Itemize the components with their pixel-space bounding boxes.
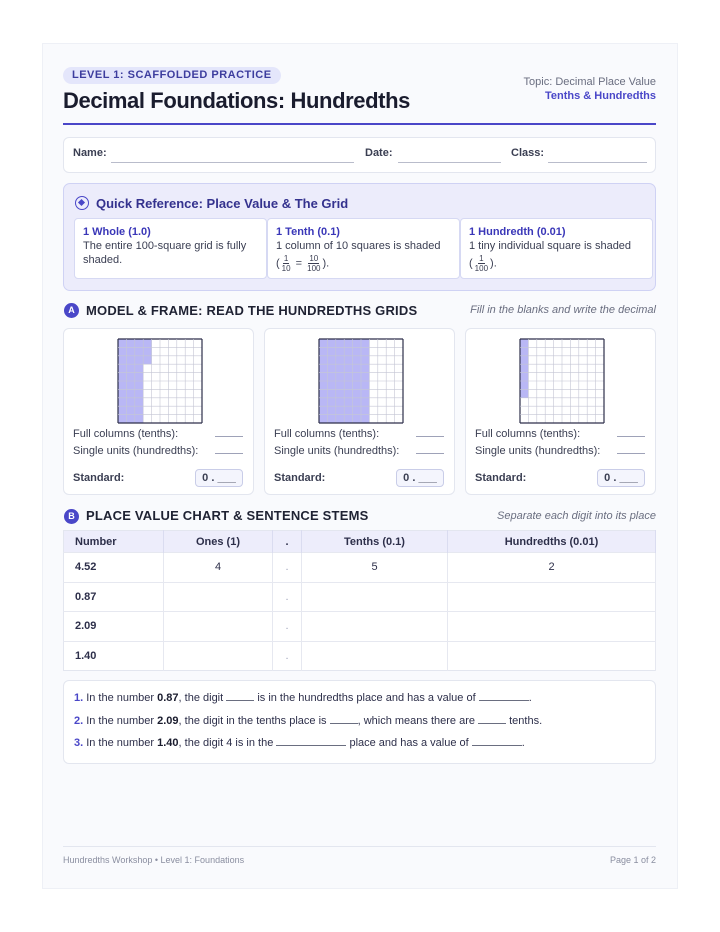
- shaded-square: [327, 415, 335, 423]
- reference-card-heading: 1 Tenth (0.1): [276, 226, 340, 238]
- hundredths-grid: [519, 338, 605, 424]
- page-number: Page 1 of 2: [609, 855, 656, 865]
- shaded-square: [344, 406, 352, 414]
- shaded-square: [336, 347, 344, 355]
- shaded-square: [143, 356, 151, 364]
- fraction: $\frac{10}{100}$: [307, 254, 321, 273]
- shaded-square: [520, 356, 528, 364]
- table-cell: .: [273, 582, 302, 612]
- date-field[interactable]: [398, 162, 501, 163]
- shaded-square: [118, 347, 126, 355]
- student-info-box: [63, 137, 656, 173]
- hundredths-grid: [318, 338, 404, 424]
- shaded-square: [344, 364, 352, 372]
- answer-blank[interactable]: [479, 692, 529, 701]
- shaded-square: [353, 406, 361, 414]
- reference-card-heading: 1 Hundredth (0.01): [469, 226, 566, 238]
- shaded-square: [143, 339, 151, 347]
- shaded-square: [336, 356, 344, 364]
- shaded-square: [118, 381, 126, 389]
- class-label: Class:: [511, 147, 545, 159]
- shaded-square: [361, 398, 369, 406]
- shaded-square: [327, 381, 335, 389]
- shaded-square: [135, 389, 143, 397]
- standard-answer-box[interactable]: 0 . ___: [195, 469, 243, 487]
- shaded-square: [319, 406, 327, 414]
- reference-card-tenth: [267, 218, 460, 279]
- shaded-square: [353, 356, 361, 364]
- shaded-square: [520, 347, 528, 355]
- section-b-instructions: Separate each digit into its place: [497, 510, 656, 522]
- shaded-square: [344, 381, 352, 389]
- shaded-square: [336, 415, 344, 423]
- sentence-stem-2: 2. In the number 2.09, the digit in the tenths place is , which means there are tenths.: [74, 715, 543, 727]
- grid-card: [264, 328, 455, 495]
- table-cell: .: [273, 553, 302, 583]
- name-label: Name:: [73, 147, 107, 159]
- table-cell: .: [273, 641, 302, 671]
- shaded-square: [126, 389, 134, 397]
- shaded-square: [361, 347, 369, 355]
- section-b-title: PLACE VALUE CHART & SENTENCE STEMS: [86, 508, 369, 523]
- shaded-square: [135, 373, 143, 381]
- shaded-square: [344, 398, 352, 406]
- shaded-square: [327, 389, 335, 397]
- shaded-square: [118, 356, 126, 364]
- shaded-square: [319, 347, 327, 355]
- table-header-row: [64, 531, 656, 553]
- shaded-square: [135, 356, 143, 364]
- place-value-chart: [63, 530, 656, 671]
- full-columns-label: Full columns (tenths):: [475, 428, 581, 440]
- header-divider: [63, 123, 656, 125]
- name-field[interactable]: [111, 162, 354, 163]
- table-cell: 2.09: [64, 612, 164, 642]
- answer-blank[interactable]: [472, 737, 522, 746]
- shaded-square: [344, 389, 352, 397]
- shaded-square: [353, 373, 361, 381]
- standard-label: Standard:: [73, 472, 125, 484]
- topic-label: Topic: Decimal Place Value: [523, 76, 656, 88]
- shaded-square: [336, 398, 344, 406]
- shaded-square: [327, 364, 335, 372]
- hundredths-grid: [117, 338, 203, 424]
- shaded-square: [353, 364, 361, 372]
- single-units-label: Single units (hundredths):: [274, 445, 400, 457]
- shaded-square: [126, 347, 134, 355]
- shaded-square: [319, 364, 327, 372]
- shaded-square: [520, 373, 528, 381]
- shaded-square: [126, 398, 134, 406]
- shaded-square: [135, 398, 143, 406]
- shaded-square: [135, 347, 143, 355]
- shaded-square: [118, 339, 126, 347]
- grid-card: [63, 328, 254, 495]
- shaded-square: [361, 406, 369, 414]
- shaded-square: [327, 339, 335, 347]
- shaded-square: [336, 364, 344, 372]
- shaded-square: [344, 339, 352, 347]
- class-field[interactable]: [548, 162, 647, 163]
- shaded-square: [361, 373, 369, 381]
- column-header: .: [273, 531, 302, 553]
- table-cell[interactable]: [164, 612, 273, 642]
- full-columns-blank[interactable]: [215, 436, 243, 437]
- column-header: Number: [64, 531, 164, 553]
- shaded-square: [327, 406, 335, 414]
- reference-card-hundredth: [460, 218, 653, 279]
- full-columns-label: Full columns (tenths):: [73, 428, 179, 440]
- shaded-square: [336, 389, 344, 397]
- table-cell[interactable]: [302, 612, 448, 642]
- sentence-stem-3: 3. In the number 1.40, the digit 4 is in the place and has a value of .: [74, 737, 525, 749]
- shaded-square: [361, 339, 369, 347]
- shaded-square: [336, 373, 344, 381]
- shaded-square: [126, 339, 134, 347]
- table-cell: .: [273, 612, 302, 642]
- shaded-square: [336, 339, 344, 347]
- reference-card-text: 1 column of 10 squares is shaded: [276, 240, 441, 252]
- sentence-stem-1: 1. In the number 0.87, the digit is in the hundredths place and has a value of .: [74, 692, 532, 704]
- fraction: $\frac{1}{10}$: [281, 254, 291, 273]
- shaded-square: [118, 415, 126, 423]
- shaded-square: [353, 415, 361, 423]
- table-cell: 0.87: [64, 582, 164, 612]
- shaded-square: [327, 373, 335, 381]
- shaded-square: [520, 364, 528, 372]
- shaded-square: [361, 364, 369, 372]
- shaded-square: [143, 347, 151, 355]
- single-units-blank[interactable]: [617, 453, 645, 454]
- shaded-square: [135, 415, 143, 423]
- table-cell[interactable]: [302, 582, 448, 612]
- shaded-square: [118, 373, 126, 381]
- table-cell[interactable]: [164, 582, 273, 612]
- section-b-badge: B: [64, 509, 79, 524]
- single-units-label: Single units (hundredths):: [475, 445, 601, 457]
- reference-card-heading: 1 Whole (1.0): [83, 226, 151, 238]
- shaded-square: [336, 381, 344, 389]
- table-row: [64, 553, 656, 583]
- section-a-badge: A: [64, 303, 79, 318]
- single-units-blank[interactable]: [215, 453, 243, 454]
- shaded-square: [135, 381, 143, 389]
- shaded-square: [118, 406, 126, 414]
- shaded-square: [327, 356, 335, 364]
- single-units-label: Single units (hundredths):: [73, 445, 199, 457]
- shaded-square: [319, 339, 327, 347]
- table-row: [64, 582, 656, 612]
- shaded-square: [353, 389, 361, 397]
- answer-blank[interactable]: [478, 715, 506, 724]
- table-cell: 5: [302, 553, 448, 583]
- quick-reference-title: Quick Reference: Place Value & The Grid: [96, 196, 349, 211]
- standard-label: Standard:: [475, 472, 527, 484]
- table-row: [64, 641, 656, 671]
- shaded-square: [118, 398, 126, 406]
- shaded-square: [135, 339, 143, 347]
- shaded-square: [361, 389, 369, 397]
- shaded-square: [135, 406, 143, 414]
- shaded-square: [126, 373, 134, 381]
- answer-blank[interactable]: [330, 715, 358, 724]
- shaded-square: [353, 347, 361, 355]
- footer-left: Hundredths Workshop • Level 1: Foundations: [63, 855, 245, 865]
- page-title: Decimal Foundations: Hundredths: [63, 88, 410, 113]
- shaded-square: [327, 347, 335, 355]
- table-row: [64, 612, 656, 642]
- shaded-square: [126, 406, 134, 414]
- column-header: Tenths (0.1): [302, 531, 448, 553]
- table-cell: 4: [164, 553, 273, 583]
- shaded-square: [344, 415, 352, 423]
- shaded-square: [319, 381, 327, 389]
- tenth-fraction-equation: ( $\frac{1}{10}$ = $\frac{10}{100}$ ).: [276, 254, 330, 273]
- column-header: Ones (1): [164, 531, 273, 553]
- shaded-square: [353, 381, 361, 389]
- standard-answer-box[interactable]: 0 . ___: [396, 469, 444, 487]
- full-columns-label: Full columns (tenths):: [274, 428, 380, 440]
- shaded-square: [319, 356, 327, 364]
- shaded-square: [118, 389, 126, 397]
- table-cell[interactable]: [448, 641, 656, 671]
- section-a-title: MODEL & FRAME: READ THE HUNDREDTHS GRIDS: [86, 303, 418, 318]
- column-header: Hundredths (0.01): [448, 531, 656, 553]
- topic-subtitle: Tenths & Hundredths: [544, 90, 656, 102]
- shaded-square: [361, 381, 369, 389]
- answer-blank[interactable]: [276, 737, 346, 746]
- reference-card-text: 1 tiny individual square is shaded: [469, 240, 632, 252]
- shaded-square: [336, 406, 344, 414]
- table-cell: 2: [448, 553, 656, 583]
- shaded-square: [353, 398, 361, 406]
- hundredth-fraction: ( $\frac{1}{100}$ ).: [469, 254, 497, 273]
- full-columns-blank[interactable]: [416, 436, 444, 437]
- table-cell[interactable]: [302, 641, 448, 671]
- table-cell: 1.40: [64, 641, 164, 671]
- shaded-square: [126, 415, 134, 423]
- level-badge: LEVEL 1: SCAFFOLDED PRACTICE: [63, 67, 281, 84]
- table-cell[interactable]: [448, 582, 656, 612]
- table-cell[interactable]: [448, 612, 656, 642]
- shaded-square: [361, 356, 369, 364]
- shaded-square: [344, 373, 352, 381]
- section-a-instructions: Fill in the blanks and write the decimal: [470, 304, 656, 316]
- answer-blank[interactable]: [226, 692, 254, 701]
- shaded-square: [361, 415, 369, 423]
- reference-card-text: The entire 100-square grid is fully shaded.: [83, 240, 247, 266]
- shaded-square: [126, 364, 134, 372]
- shaded-square: [135, 364, 143, 372]
- shaded-square: [126, 356, 134, 364]
- standard-answer-box[interactable]: 0 . ___: [597, 469, 645, 487]
- shaded-square: [520, 381, 528, 389]
- shaded-square: [118, 364, 126, 372]
- compass-icon: [75, 196, 89, 210]
- shaded-square: [344, 356, 352, 364]
- fraction: $\frac{1}{100}$: [474, 254, 489, 273]
- full-columns-blank[interactable]: [617, 436, 645, 437]
- shaded-square: [319, 389, 327, 397]
- footer-divider: [63, 846, 656, 847]
- grid-card: [465, 328, 656, 495]
- date-label: Date:: [365, 147, 393, 159]
- shaded-square: [344, 347, 352, 355]
- shaded-square: [319, 415, 327, 423]
- shaded-square: [126, 381, 134, 389]
- table-cell: 4.52: [64, 553, 164, 583]
- shaded-square: [319, 398, 327, 406]
- shaded-square: [353, 339, 361, 347]
- standard-label: Standard:: [274, 472, 326, 484]
- shaded-square: [520, 339, 528, 347]
- reference-card-whole: [74, 218, 267, 279]
- single-units-blank[interactable]: [416, 453, 444, 454]
- shaded-square: [319, 373, 327, 381]
- table-cell[interactable]: [164, 641, 273, 671]
- shaded-square: [327, 398, 335, 406]
- shaded-square: [520, 389, 528, 397]
